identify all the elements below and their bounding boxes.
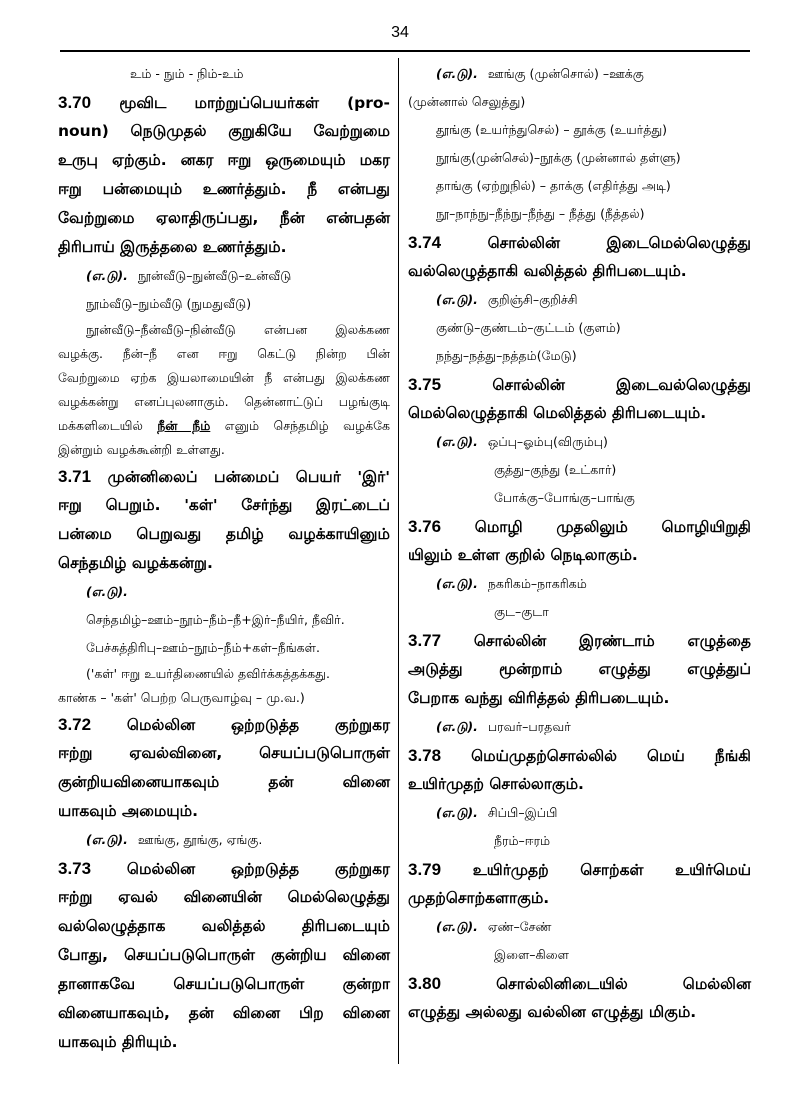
rule-3-76-line: யிலும் உள்ள குறில் நெடிலாகும்.	[408, 546, 638, 564]
paragraph-line: வழக்கு. நீன்–நீ என ஈறு கெட்டு நின்ற பின்	[58, 346, 390, 361]
left-column	[58, 60, 390, 1057]
rule-3-77-line: 3.77 சொல்லின் இரண்டாம் எழுத்தை	[408, 631, 751, 650]
example-label: (எ.டு).	[436, 292, 478, 307]
rule-3-78-line: 3.78 மெய்முதற்சொல்லில் மெய் நீங்கி	[408, 746, 751, 765]
column-divider	[398, 58, 399, 1064]
example-line: (முன்னால் செலுத்து)	[408, 94, 526, 109]
paragraph-line: வழக்கன்று எனப்புலனாகும். தென்னாட்டுப் பழங்குடி	[58, 394, 390, 409]
rule-number: 3.73	[58, 859, 92, 878]
rule-3-76-line: 3.76 மொழி முதலிலும் மொழியிறுதி	[408, 517, 751, 536]
rule-number: 3.76	[408, 517, 442, 536]
example-label: (எ.டு).	[86, 268, 128, 283]
example-line: (எ.டு). குறிஞ்சி–குறிச்சி	[436, 292, 578, 307]
rule-number: 3.78	[408, 746, 442, 765]
example-label: (எ.டு).	[436, 576, 478, 591]
rule-3-73-line: போது, செயப்படுபொருள் குன்றிய வினை	[58, 946, 390, 964]
example-label-line	[58, 578, 390, 606]
example-label: (எ.டு).	[86, 584, 128, 599]
rule-3-74-line: வல்லெழுத்தாகி வலித்தல் திரிபடையும்.	[408, 262, 687, 280]
example-line: நந்து–நத்து–நத்தம்(மேடு)	[436, 348, 577, 363]
rule-3-73-line: யாகவும் திரியும்.	[58, 1033, 178, 1051]
rule-3-74-line: 3.74 சொல்லின் இடைமெல்லெழுத்து	[408, 233, 751, 252]
header-rule	[60, 50, 750, 52]
example-line: நூ–நாந்நு–நீந்நு–நீந்து – நீத்து (நீத்தல்)	[436, 206, 645, 221]
rule-3-80-line: 3.80 சொல்லினிடையில் மெல்லின	[408, 974, 751, 993]
page-number: 34	[391, 24, 409, 41]
rule-3-75-line: மெல்லெழுத்தாகி மெலித்தல் திரிபடையும்.	[408, 404, 707, 422]
rule-3-71-line: பன்மை பெறுவது தமிழ் வழக்காயினும்	[58, 525, 390, 543]
rule-number: 3.70	[58, 93, 92, 112]
rule-3-71-line: செந்தமிழ் வழக்கன்று.	[58, 554, 213, 572]
example-line: குத்து–குந்து (உட்கார்)	[494, 462, 617, 477]
rule-number: 3.71	[58, 467, 92, 486]
paragraph-line: நூன்வீடு–நீன்வீடு–நின்வீடு என்பன இலக்கண	[86, 322, 390, 337]
rule-3-79-line: முதற்சொற்களாகும்.	[408, 889, 550, 907]
example-line: (எ.டு). ஊங்கு (முன்சொல்) –ஊக்கு	[436, 66, 644, 81]
example-line: நூங்கு(முன்செல்)–நூக்கு (முன்னால் தள்ளு)	[436, 150, 681, 165]
example-line: (எ.டு). பரவர்–பரதவர்	[436, 719, 571, 734]
rule-number: 3.74	[408, 233, 442, 252]
rule-3-71-line: ஈறு பெறும். 'கள்' சேர்ந்து இரட்டைப்	[58, 496, 390, 514]
example-line: (எ.டு). ஏண்–சேண்	[436, 919, 552, 934]
rule-3-70-line: ஈறு பன்மையும் உணர்த்தும். நீ என்பது	[58, 180, 390, 198]
rule-3-70-line: வேற்றுமை ஏலாதிருப்பது, நீன் என்பதன்	[58, 209, 390, 227]
example-line: நீரம்–ஈரம்	[494, 833, 551, 848]
rule-3-70-line: உருபு ஏற்கும். னகர ஈறு ஒருமையும் மகர	[58, 151, 390, 169]
rule-3-78-line: உயிர்முதற் சொல்லாகும்.	[408, 775, 584, 793]
example-line: போக்கு–போங்கு–பாங்கு	[494, 490, 635, 505]
rule-3-71-line: 3.71 முன்னிலைப் பன்மைப் பெயர் 'இர்'	[58, 467, 390, 486]
rule-3-72-line: 3.72 மெல்லின ஒற்றடுத்த குற்றுகர	[58, 715, 390, 734]
example-line: (எ.டு). நகரிகம்–நாகரிகம்	[436, 576, 587, 591]
rule-3-80-line: எழுத்து அல்லது வல்லின எழுத்து மிகும்.	[408, 1003, 697, 1021]
paragraph-line: இன்றும் வழக்கூன்றி உள்ளது.	[58, 442, 225, 457]
rule-number: 3.79	[408, 860, 442, 879]
paragraph-line: வேற்றுமை ஏற்க இயலாமையின் நீ என்பது இலக்கண	[58, 370, 390, 385]
example-label: (எ.டு).	[436, 66, 478, 81]
rule-3-72-line: குன்றியவினையாகவும் தன் வினை	[58, 773, 390, 791]
example-label: (எ.டு).	[436, 719, 478, 734]
rule-3-73-line: வல்லெழுத்தாக வலித்தல் திரிபடையும்	[58, 917, 390, 935]
example-line: காண்க – 'கள்' பெற்ற பெருவாழ்வு – மு.வ.)	[58, 690, 305, 705]
example-line: ('கள்' ஈறு உயர்திணையில் தவிர்க்கத்தக்கது.	[86, 666, 330, 681]
example-line: தூங்கு (உயர்ந்துசெல்) – தூக்கு (உயர்த்து)	[436, 122, 668, 137]
rule-3-73-line: தானாகவே செயப்படுபொருள் குன்றா	[58, 975, 390, 993]
paragraph-line: மக்களிடையில் நீன் நீம் எனும் செந்தமிழ் வழக்கே	[58, 418, 390, 433]
example-line: (எ.டு). ஊங்கு, தூங்கு, ஏங்கு.	[86, 832, 263, 847]
rule-3-70-line: 3.70 மூவிட மாற்றுப்பெயர்கள் (pro-	[58, 93, 390, 112]
example-line: குண்டு–குண்டம்–குட்டம் (குளம்)	[436, 320, 621, 335]
example-label: (எ.டு).	[436, 434, 478, 449]
rule-3-70-line: திரிபாய் இருத்தலை உணர்த்தும்.	[58, 238, 287, 256]
rule-number: 3.77	[408, 631, 442, 650]
example-line: (எ.டு). நூன்வீடு–நுன்வீடு–உன்வீடு	[86, 268, 292, 283]
rule-3-72-line: ஈற்று ஏவல்வினை, செயப்படுபொருள்	[58, 744, 390, 762]
example-label: (எ.டு).	[86, 832, 128, 847]
example-line: (எ.டு). ஒப்பு–ஓம்பு(விரும்பு)	[436, 434, 608, 449]
rule-number: 3.72	[58, 715, 92, 734]
rule-3-77-line: அடுத்து மூன்றாம் எழுத்து எழுத்துப்	[408, 660, 751, 678]
example-line: தாங்கு (ஏற்றுநில்) – தாக்கு (எதிர்த்து அடி)	[436, 178, 671, 193]
rule-3-73-line: வினையாகவும், தன் வினை பிற வினை	[58, 1004, 390, 1022]
rule-3-70-line: noun) நெடுமுதல் குறுகியே வேற்றுமை	[58, 122, 390, 140]
rule-3-79-line: 3.79 உயிர்முதற் சொற்கள் உயிர்மெய்	[408, 860, 752, 879]
rule-number: 3.80	[408, 974, 442, 993]
example-line: செந்தமிழ்–ஊம்–நூம்–நீம்–நீ+இர்–நீயிர், நீவிர்.	[86, 612, 345, 627]
right-column	[408, 60, 751, 1027]
example-line: இளை–கிளை	[494, 947, 569, 962]
example-label: (எ.டு).	[436, 805, 478, 820]
rule-number: 3.75	[408, 375, 442, 394]
emphasis: நீன் நீம்	[157, 418, 211, 433]
example-label: (எ.டு).	[436, 919, 478, 934]
rule-3-73-line: 3.73 மெல்லின ஒற்றடுத்த குற்றுகர	[58, 859, 390, 878]
example-line: (எ.டு). சிப்பி–இப்பி	[436, 805, 558, 820]
rule-3-77-line: பேறாக வந்து விரித்தல் திரிபடையும்.	[408, 689, 670, 707]
rule-3-73-line: ஈற்று ஏவல் வினையின் மெல்லெழுத்து	[58, 888, 390, 906]
example-line: நூம்வீடு–நும்வீடு (நுமதுவீடு)	[86, 296, 252, 311]
example-line: பேச்சுத்திரிபு–ஊம்–நூம்–நீம்+கள்–நீங்கள்.	[86, 640, 320, 655]
top-line: உம் - நும் - நிம்-உம்	[130, 66, 244, 81]
rule-3-72-line: யாகவும் அமையும்.	[58, 802, 199, 820]
example-line: குட–குடா	[494, 604, 549, 619]
rule-3-75-line: 3.75 சொல்லின் இடைவல்லெழுத்து	[408, 375, 751, 394]
